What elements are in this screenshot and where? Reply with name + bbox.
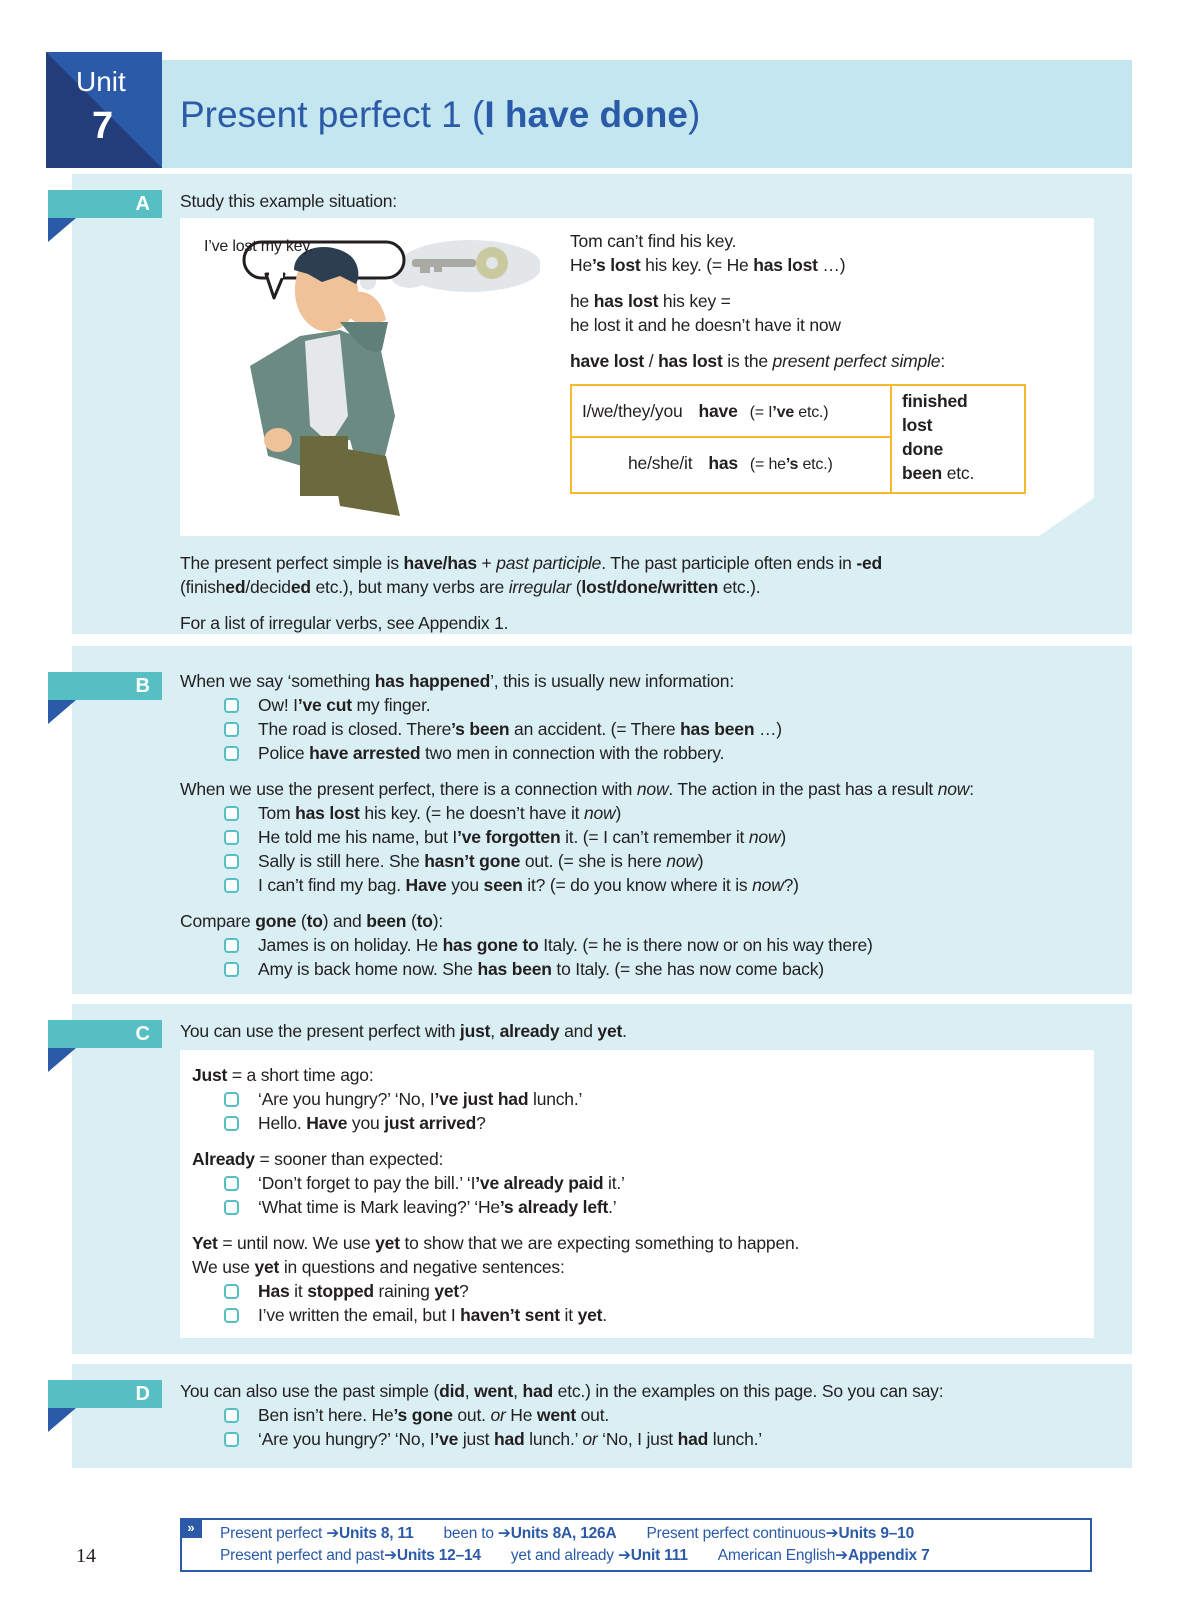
al-h-b: = sooner than expected: bbox=[254, 1149, 444, 1169]
b-intro3-a: Compare bbox=[180, 911, 256, 931]
d2-b: has been bbox=[477, 959, 552, 979]
c2-d: now bbox=[748, 827, 781, 847]
c-intro-f: yet bbox=[597, 1021, 623, 1041]
a-line-5-a: have lost bbox=[570, 351, 645, 371]
e2-g: ‘No, I just bbox=[597, 1429, 678, 1449]
c-intro-e: and bbox=[559, 1021, 598, 1041]
section-d-letter: D bbox=[135, 1383, 150, 1405]
c1-a: Tom bbox=[258, 803, 296, 823]
b-intro-1 bbox=[180, 670, 734, 692]
bullet-c4 bbox=[224, 878, 239, 893]
e1-e: He bbox=[505, 1405, 537, 1425]
bullet-b1 bbox=[224, 698, 239, 713]
ref6-a: American English bbox=[717, 1547, 836, 1564]
b-example-1 bbox=[258, 694, 430, 716]
unit-number: 7 bbox=[92, 105, 114, 147]
a-para-3: For a list of irregular verbs, see Appendix 1. bbox=[180, 613, 509, 633]
j2-e: ? bbox=[476, 1113, 486, 1133]
arrow-icon-2: ➔ bbox=[497, 1525, 511, 1542]
footer-ref-row-2 bbox=[220, 1546, 930, 1566]
j2-d: just arrived bbox=[384, 1113, 477, 1133]
d2-c: to Italy. (= she has now come back) bbox=[551, 959, 824, 979]
d-example-2 bbox=[258, 1428, 762, 1450]
y2-b: haven’t sent bbox=[460, 1305, 560, 1325]
d-intro-a: You can also use the past simple ( bbox=[180, 1381, 440, 1401]
c4-a: I can’t find my bag. bbox=[258, 875, 406, 895]
b-intro-2 bbox=[180, 778, 974, 800]
bullet-b3 bbox=[224, 746, 239, 761]
a-line-5-f: : bbox=[940, 351, 945, 371]
section-d-tab bbox=[48, 1380, 162, 1408]
c3-b: hasn’t gone bbox=[424, 851, 521, 871]
c4-f: now bbox=[752, 875, 784, 895]
speech-bubble-text: I’ve lost my key. bbox=[204, 238, 314, 255]
yet-h-b: = until now. We use bbox=[217, 1233, 376, 1253]
b-intro3-e: ) and bbox=[322, 911, 367, 931]
just-h-b: = a short time ago: bbox=[227, 1065, 374, 1085]
table-vdivider bbox=[890, 386, 892, 492]
just-example-1 bbox=[258, 1088, 582, 1110]
a-p2-h: lost bbox=[581, 577, 612, 597]
y1-b: it bbox=[289, 1281, 308, 1301]
participle-4 bbox=[902, 462, 974, 484]
double-chevron-icon: » bbox=[180, 1518, 202, 1538]
b-intro2-e: : bbox=[969, 779, 974, 799]
b-intro-b: has happened bbox=[374, 671, 491, 691]
b1-c: my finger. bbox=[351, 695, 431, 715]
c-intro bbox=[180, 1020, 627, 1042]
page-title bbox=[180, 93, 700, 137]
ref3-b[interactable]: Units 9–10 bbox=[838, 1525, 915, 1542]
b3-a: Police bbox=[258, 743, 310, 763]
e2-d: had bbox=[493, 1429, 525, 1449]
b-example-2 bbox=[258, 718, 782, 740]
b-intro3-d: to bbox=[306, 911, 323, 931]
e2-c: just bbox=[458, 1429, 494, 1449]
y2-d: yet bbox=[577, 1305, 603, 1325]
bullet-e1 bbox=[224, 1408, 239, 1423]
ref2-b[interactable]: Units 8A, 126A bbox=[510, 1525, 617, 1542]
man-illustration bbox=[190, 226, 540, 526]
bullet-c1 bbox=[224, 806, 239, 821]
a1-b: ’ve already paid bbox=[475, 1173, 604, 1193]
participle-2: lost bbox=[902, 415, 933, 435]
c4-b: Have bbox=[405, 875, 447, 895]
y2-a: I’ve written the email, but I bbox=[258, 1305, 461, 1325]
bullet-e2 bbox=[224, 1432, 239, 1447]
a-p2-a: (finish bbox=[180, 577, 226, 597]
a-p1-h: -ed bbox=[856, 553, 883, 573]
b2-a: The road is closed. There bbox=[258, 719, 452, 739]
j1-a: ‘Are you hungry?’ ‘No, I bbox=[258, 1089, 435, 1109]
yet-heading-2 bbox=[192, 1256, 565, 1278]
yet-h2-c: in questions and negative sentences: bbox=[279, 1257, 565, 1277]
arrow-icon-1: ➔ bbox=[326, 1525, 340, 1542]
ref6-b[interactable]: Appendix 7 bbox=[847, 1547, 930, 1564]
a2-b: ’s already left bbox=[499, 1197, 609, 1217]
a-p2-k: / bbox=[657, 577, 663, 597]
al-h-a: Already bbox=[192, 1149, 255, 1169]
a2-c: .’ bbox=[608, 1197, 617, 1217]
section-c-tab bbox=[48, 1020, 162, 1048]
unit-block bbox=[46, 52, 162, 168]
b-intro2-a: When we use the present perfect, there is a connection with bbox=[180, 779, 637, 799]
j1-c: lunch.’ bbox=[528, 1089, 583, 1109]
bullet-j1 bbox=[224, 1092, 239, 1107]
c-intro-b: just bbox=[459, 1021, 491, 1041]
bullet-d2 bbox=[224, 962, 239, 977]
a-p1-a: The present perfect simple is bbox=[180, 553, 404, 573]
c3-e: ) bbox=[697, 851, 704, 871]
form-table bbox=[570, 384, 1026, 494]
ref5-b[interactable]: Unit 111 bbox=[630, 1547, 688, 1564]
d1-a: James is on holiday. He bbox=[258, 935, 443, 955]
a-line-1: Tom can’t find his key. bbox=[570, 231, 737, 251]
a-p2-b: ed bbox=[225, 577, 246, 597]
b-example-6 bbox=[258, 850, 703, 872]
b2-d: has been bbox=[680, 719, 755, 739]
c1-c: his key. (= he doesn’t have it bbox=[359, 803, 584, 823]
b3-c: two men in connection with the robbery. bbox=[420, 743, 725, 763]
ref1-b[interactable]: Units 8, 11 bbox=[339, 1525, 414, 1542]
a-line-2-c: his key. (= He bbox=[640, 255, 754, 275]
just-example-2 bbox=[258, 1112, 486, 1134]
bullet-c3 bbox=[224, 854, 239, 869]
b-intro3-f: been bbox=[366, 911, 407, 931]
row2-note-b: ’s bbox=[785, 456, 799, 473]
d-intro-c: , bbox=[464, 1381, 475, 1401]
e2-h: had bbox=[677, 1429, 709, 1449]
d-intro-f: had bbox=[522, 1381, 553, 1401]
a-line-2-b: ’s lost bbox=[591, 255, 641, 275]
y1-e: yet bbox=[434, 1281, 460, 1301]
j2-b: Have bbox=[306, 1113, 348, 1133]
c3-d: now bbox=[666, 851, 698, 871]
a-p1-d: has bbox=[447, 553, 477, 573]
y1-f: ? bbox=[459, 1281, 469, 1301]
a-p2-c: /decid bbox=[245, 577, 291, 597]
b-intro-c: ’, this is usually new information: bbox=[490, 671, 735, 691]
ref4-a: Present perfect and past bbox=[220, 1547, 385, 1564]
d1-b: has gone to bbox=[442, 935, 539, 955]
d-intro-d: went bbox=[474, 1381, 514, 1401]
a-p2-d: ed bbox=[290, 577, 311, 597]
b-intro-a: When we say ‘something bbox=[180, 671, 375, 691]
b1-b: ’ve cut bbox=[297, 695, 352, 715]
a-p2-l: written bbox=[662, 577, 719, 597]
y1-a: Has bbox=[258, 1281, 290, 1301]
a-p1-b: have bbox=[403, 553, 443, 573]
e1-d: or bbox=[490, 1405, 506, 1425]
row1-note-b: ’ve bbox=[772, 404, 795, 421]
c4-e: it? (= do you know where it is bbox=[522, 875, 753, 895]
yet-example-1 bbox=[258, 1280, 469, 1302]
a-line-2-e: …) bbox=[817, 255, 846, 275]
c-intro-c: , bbox=[490, 1021, 500, 1041]
d-intro-g: etc.) in the examples on this page. So you can say: bbox=[553, 1381, 944, 1401]
c2-a: He told me his name, but I bbox=[258, 827, 458, 847]
d2-a: Amy is back home now. She bbox=[258, 959, 478, 979]
b-example-8 bbox=[258, 934, 873, 956]
yet-h2-b: yet bbox=[254, 1257, 280, 1277]
bullet-c2 bbox=[224, 830, 239, 845]
a-p2-j: done bbox=[616, 577, 658, 597]
ref1-a: Present perfect bbox=[220, 1525, 327, 1542]
unit-label: Unit bbox=[76, 66, 126, 97]
a1-a: ‘Don’t forget to pay the bill.’ ‘I bbox=[258, 1173, 476, 1193]
row1-note-a: (= I bbox=[749, 404, 773, 421]
already-example-2 bbox=[258, 1196, 617, 1218]
c1-b: has lost bbox=[295, 803, 360, 823]
a2-a: ‘What time is Mark leaving?’ ‘He bbox=[258, 1197, 500, 1217]
arrow-icon-3: ➔ bbox=[825, 1525, 839, 1542]
title-main: Present perfect 1 ( bbox=[180, 94, 485, 135]
a-p2-m: etc.). bbox=[718, 577, 761, 597]
bullet-d1 bbox=[224, 938, 239, 953]
j2-c: you bbox=[347, 1113, 385, 1133]
b3-b: have arrested bbox=[309, 743, 421, 763]
section-b-tab bbox=[48, 672, 162, 700]
a-p2-e: etc.), but many verbs are bbox=[310, 577, 509, 597]
arrow-icon-4: ➔ bbox=[384, 1547, 397, 1564]
a-p1-e: + bbox=[476, 553, 497, 573]
table-row-1 bbox=[582, 400, 828, 424]
b1-a: Ow! I bbox=[258, 695, 298, 715]
j2-a: Hello. bbox=[258, 1113, 307, 1133]
e1-a: Ben isn’t here. He bbox=[258, 1405, 394, 1425]
yet-h-d: to show that we are expecting something to happen. bbox=[399, 1233, 800, 1253]
cross-reference-box bbox=[180, 1518, 1092, 1572]
b-example-7 bbox=[258, 874, 799, 896]
y2-c: it bbox=[559, 1305, 578, 1325]
a-line-4: he lost it and he doesn’t have it now bbox=[570, 315, 841, 335]
section-a-tab bbox=[48, 190, 162, 218]
c-intro-a: You can use the present perfect with bbox=[180, 1021, 460, 1041]
a-para-2 bbox=[180, 576, 760, 598]
section-d-fold bbox=[48, 1408, 76, 1432]
participle-3: done bbox=[902, 439, 944, 459]
y1-c: stopped bbox=[307, 1281, 374, 1301]
b-example-5 bbox=[258, 826, 786, 848]
a-line-5-b: / bbox=[644, 351, 659, 371]
participle-1: finished bbox=[902, 391, 968, 411]
row1-note-c: etc.) bbox=[794, 404, 829, 421]
b-intro3-i: ): bbox=[432, 911, 444, 931]
a1-c: it.’ bbox=[603, 1173, 625, 1193]
section-a-letter: A bbox=[135, 193, 150, 215]
b-intro2-c: . The action in the past has a result bbox=[668, 779, 938, 799]
b2-c: an accident. (= There bbox=[509, 719, 681, 739]
c4-g: ?) bbox=[783, 875, 799, 895]
e2-a: ‘Are you hungry?’ ‘No, I bbox=[258, 1429, 435, 1449]
d-intro bbox=[180, 1380, 943, 1402]
e2-e: lunch.’ bbox=[524, 1429, 583, 1449]
c2-e: ) bbox=[780, 827, 787, 847]
yet-h-c: yet bbox=[375, 1233, 400, 1253]
a-line-5 bbox=[570, 350, 945, 372]
footer-ref-row-1 bbox=[220, 1524, 914, 1544]
a-line-5-d: is the bbox=[722, 351, 773, 371]
a-line-3-a: he bbox=[570, 291, 594, 311]
d1-c: Italy. (= he is there now or on his way there) bbox=[538, 935, 873, 955]
table-row-2 bbox=[628, 452, 833, 476]
a-p2-i: / bbox=[611, 577, 617, 597]
e1-g: out. bbox=[575, 1405, 610, 1425]
b2-e: …) bbox=[754, 719, 782, 739]
section-b-letter: B bbox=[135, 675, 150, 697]
a-line-5-e: present perfect simple bbox=[772, 351, 941, 371]
c2-b: ’ve forgotten bbox=[457, 827, 561, 847]
row2-note-a: (= he bbox=[749, 456, 786, 473]
j1-b: ’ve just had bbox=[434, 1089, 529, 1109]
e1-f: went bbox=[536, 1405, 576, 1425]
c2-c: it. (= I can’t remember it bbox=[560, 827, 749, 847]
b-intro-3 bbox=[180, 910, 443, 932]
bullet-a1 bbox=[224, 1176, 239, 1191]
row1-subject: I/we/they/you bbox=[582, 401, 683, 421]
a-line-3-c: his key = bbox=[658, 291, 731, 311]
y2-e: . bbox=[602, 1305, 607, 1325]
arrow-icon-6: ➔ bbox=[835, 1547, 848, 1564]
participles-etc: etc. bbox=[942, 463, 975, 483]
bullet-y1 bbox=[224, 1284, 239, 1299]
b-intro2-d: now bbox=[937, 779, 970, 799]
just-heading bbox=[192, 1064, 373, 1086]
c3-c: out. (= she is here bbox=[520, 851, 667, 871]
a-line-3 bbox=[570, 290, 731, 312]
row2-aux: has bbox=[708, 453, 738, 473]
table-hdivider bbox=[572, 436, 890, 438]
just-h-a: Just bbox=[192, 1065, 228, 1085]
b2-b: ’s been bbox=[451, 719, 510, 739]
c3-a: Sally is still here. She bbox=[258, 851, 425, 871]
b-intro3-h: to bbox=[416, 911, 433, 931]
title-end: ) bbox=[687, 94, 701, 135]
a-line-5-c: has lost bbox=[658, 351, 723, 371]
a-para-1 bbox=[180, 552, 882, 574]
yet-h2-a: We use bbox=[192, 1257, 255, 1277]
b-example-3 bbox=[258, 742, 724, 764]
arrow-icon-5: ➔ bbox=[617, 1547, 631, 1564]
c1-e: ) bbox=[615, 803, 622, 823]
a-p2-f: irregular bbox=[508, 577, 572, 597]
d-example-1 bbox=[258, 1404, 609, 1426]
c1-d: now bbox=[583, 803, 616, 823]
section-c-fold bbox=[48, 1048, 76, 1072]
ref2-a: been to bbox=[443, 1525, 498, 1542]
c-intro-d: already bbox=[499, 1021, 560, 1041]
e2-f: or bbox=[582, 1429, 598, 1449]
ref5-a: yet and already bbox=[510, 1547, 618, 1564]
page-number: 14 bbox=[76, 1545, 96, 1567]
a-line-2-d: has lost bbox=[753, 255, 818, 275]
a-line-2 bbox=[570, 254, 845, 276]
ref3-a: Present perfect continuous bbox=[646, 1525, 826, 1542]
participle-4-word: been bbox=[902, 463, 943, 483]
c-intro-g: . bbox=[622, 1021, 627, 1041]
e1-c: out. bbox=[452, 1405, 491, 1425]
bullet-b2 bbox=[224, 722, 239, 737]
e2-b: ’ve bbox=[434, 1429, 459, 1449]
bullet-j2 bbox=[224, 1116, 239, 1131]
section-c-letter: C bbox=[135, 1023, 150, 1045]
yet-h-a: Yet bbox=[192, 1233, 218, 1253]
section-b-fold bbox=[48, 700, 76, 724]
b-example-9 bbox=[258, 958, 824, 980]
already-example-1 bbox=[258, 1172, 625, 1194]
a-p2-g: ( bbox=[571, 577, 582, 597]
c4-d: seen bbox=[483, 875, 523, 895]
a-p1-g: . The past participle often ends in bbox=[601, 553, 857, 573]
bullet-a2 bbox=[224, 1200, 239, 1215]
d-intro-b: did bbox=[439, 1381, 465, 1401]
a-line-2-a: He bbox=[570, 255, 592, 275]
yet-example-2 bbox=[258, 1304, 607, 1326]
b-intro3-g: ( bbox=[406, 911, 417, 931]
d-intro-e: , bbox=[513, 1381, 523, 1401]
row2-note-c: etc.) bbox=[798, 456, 833, 473]
title-bold: I have done bbox=[484, 94, 688, 135]
a-p1-f: past participle bbox=[496, 553, 602, 573]
row2-subject: he/she/it bbox=[628, 453, 693, 473]
e2-i: lunch.’ bbox=[708, 1429, 762, 1449]
b-intro2-b: now bbox=[636, 779, 669, 799]
a-line-3-b: has lost bbox=[593, 291, 659, 311]
b-intro3-c: ( bbox=[296, 911, 307, 931]
ref4-b[interactable]: Units 12–14 bbox=[396, 1547, 481, 1564]
b-intro3-b: gone bbox=[255, 911, 297, 931]
row1-aux: have bbox=[698, 401, 738, 421]
section-a-fold bbox=[48, 218, 76, 242]
bullet-y2 bbox=[224, 1308, 239, 1323]
b-example-4 bbox=[258, 802, 621, 824]
yet-heading-1 bbox=[192, 1232, 799, 1254]
section-a-intro: Study this example situation: bbox=[180, 191, 397, 211]
already-heading bbox=[192, 1148, 443, 1170]
a-p1-c: / bbox=[442, 553, 448, 573]
c4-c: you bbox=[446, 875, 484, 895]
e1-b: ’s gone bbox=[393, 1405, 453, 1425]
y1-d: raining bbox=[373, 1281, 435, 1301]
